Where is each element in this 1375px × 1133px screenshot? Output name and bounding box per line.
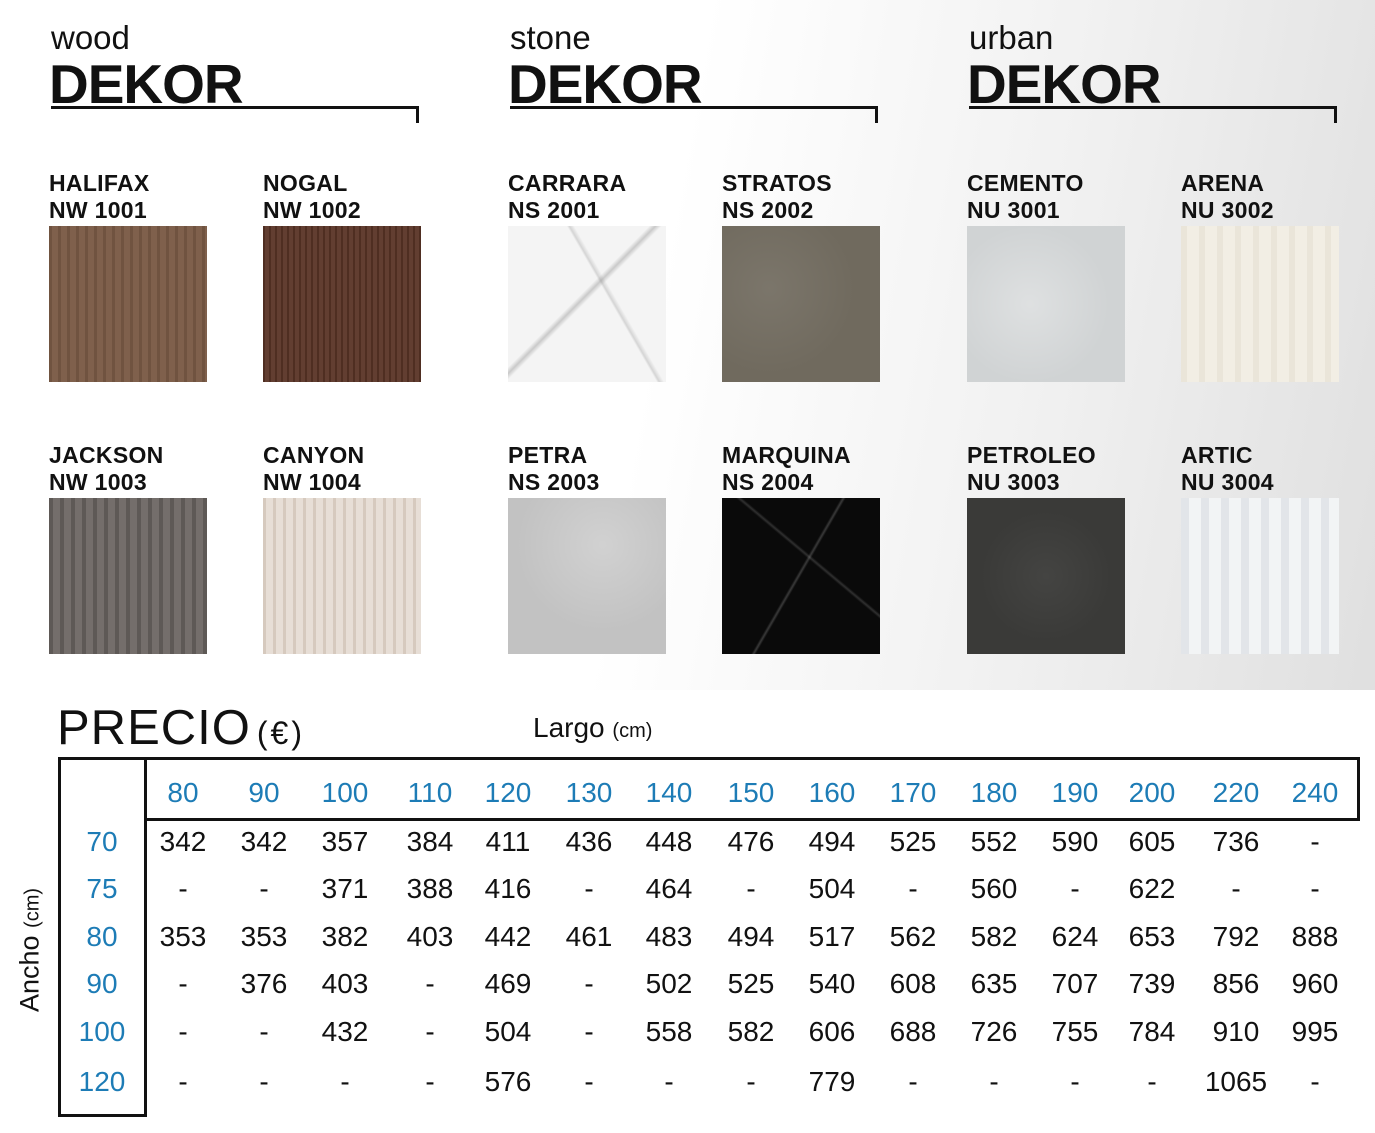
price-currency: (€) [256, 715, 305, 751]
column-header: 90 [248, 777, 280, 808]
price-cell: 464 [645, 873, 693, 904]
decor-name: CANYON [263, 442, 365, 468]
column-header: 240 [1291, 777, 1339, 808]
price-cell: 739 [1128, 968, 1176, 999]
decor-swatch [508, 498, 666, 654]
price-cell: - [1147, 1066, 1157, 1097]
decor-swatch [722, 498, 880, 654]
price-cell: 562 [889, 921, 937, 952]
decor-swatch [967, 226, 1125, 382]
price-cell: - [1070, 1066, 1080, 1097]
decor-sample-marquina [722, 442, 882, 496]
price-cell: - [178, 1066, 188, 1097]
price-cell: 608 [889, 968, 937, 999]
brand-subtitle: stone [510, 19, 591, 56]
price-cell: 726 [970, 1016, 1018, 1047]
price-cell: 688 [889, 1016, 937, 1047]
decor-name: PETRA [508, 442, 588, 468]
price-cell: 582 [970, 921, 1018, 952]
decor-name: ARTIC [1181, 442, 1253, 468]
price-cell: 888 [1291, 921, 1339, 952]
price-cell: - [425, 1066, 435, 1097]
row-header: 70 [86, 826, 118, 857]
price-cell: 494 [727, 921, 775, 952]
brand-rule [969, 106, 1337, 123]
price-cell: - [584, 1066, 594, 1097]
decor-sample-nogal [263, 170, 423, 224]
price-title [57, 700, 305, 756]
decor-code: NU 3001 [967, 197, 1060, 223]
column-header: 180 [970, 777, 1018, 808]
price-cell: 622 [1128, 873, 1176, 904]
price-cell: - [584, 873, 594, 904]
price-cell: 960 [1291, 968, 1339, 999]
price-cell: - [425, 968, 435, 999]
decor-name: PETROLEO [967, 442, 1096, 468]
decor-swatch [49, 226, 207, 382]
price-cell: 995 [1291, 1016, 1339, 1047]
row-header: 80 [86, 921, 118, 952]
price-cell: - [340, 1066, 350, 1097]
price-cell: 755 [1051, 1016, 1099, 1047]
brand-logo: DEKOR [967, 53, 1161, 115]
decor-code: NW 1001 [49, 197, 147, 223]
brand-logo: DEKOR [508, 53, 702, 115]
length-label [533, 712, 652, 744]
price-cell: - [1310, 1066, 1320, 1097]
column-header: 190 [1051, 777, 1099, 808]
price-cell: 504 [808, 873, 856, 904]
column-header: 140 [645, 777, 693, 808]
brand-subtitle: urban [969, 19, 1054, 56]
column-header: 150 [727, 777, 775, 808]
price-cell: - [989, 1066, 999, 1097]
price-cell: 461 [565, 921, 613, 952]
price-cell: - [178, 873, 188, 904]
price-cell: 403 [321, 968, 369, 999]
price-cell: - [746, 873, 756, 904]
brand-subtitle: wood [51, 19, 130, 56]
price-cell: 342 [240, 826, 288, 857]
column-header: 160 [808, 777, 856, 808]
decor-sample-petra [508, 442, 668, 496]
column-header: 170 [889, 777, 937, 808]
price-cell: 736 [1212, 826, 1260, 857]
decor-code: NS 2004 [722, 469, 814, 495]
price-cell: 384 [406, 826, 454, 857]
decor-sample-cemento [967, 170, 1127, 224]
price-cell: 403 [406, 921, 454, 952]
decor-code: NW 1003 [49, 469, 147, 495]
column-header: 130 [565, 777, 613, 808]
price-cell: 606 [808, 1016, 856, 1047]
price-cell: - [1070, 873, 1080, 904]
decor-name: HALIFAX [49, 170, 150, 196]
price-cell: - [908, 1066, 918, 1097]
brand-rule [510, 106, 878, 123]
price-cell: 910 [1212, 1016, 1260, 1047]
price-cell: 342 [159, 826, 207, 857]
price-cell: 371 [321, 873, 369, 904]
decor-code: NU 3004 [1181, 469, 1274, 495]
price-cell: 525 [889, 826, 937, 857]
column-header: 110 [407, 777, 453, 808]
column-header: 100 [321, 777, 369, 808]
price-cell: - [259, 873, 269, 904]
price-cell: 558 [645, 1016, 693, 1047]
price-cell: - [664, 1066, 674, 1097]
column-header: 220 [1212, 777, 1260, 808]
column-header: 200 [1128, 777, 1176, 808]
price-cell: 448 [645, 826, 693, 857]
price-cell: 582 [727, 1016, 775, 1047]
decor-swatch [263, 226, 421, 382]
price-cell: 357 [321, 826, 369, 857]
decor-name: JACKSON [49, 442, 164, 468]
decor-swatch [967, 498, 1125, 654]
decor-sample-artic [1181, 442, 1341, 496]
price-cell: - [178, 968, 188, 999]
brand-rule [51, 106, 419, 123]
price-cell: - [1231, 873, 1241, 904]
decor-code: NW 1004 [263, 469, 361, 495]
price-cell: - [746, 1066, 756, 1097]
decor-sample-petroleo [967, 442, 1127, 496]
decor-name: CARRARA [508, 170, 627, 196]
price-cell: - [425, 1016, 435, 1047]
price-cell: 525 [727, 968, 775, 999]
width-unit: (cm) [21, 887, 44, 928]
row-header: 100 [78, 1016, 126, 1047]
decor-swatch [508, 226, 666, 382]
decor-swatch [263, 498, 421, 654]
decor-swatch [49, 498, 207, 654]
price-cell: 653 [1128, 921, 1176, 952]
column-header: 120 [484, 777, 532, 808]
decor-code: NU 3002 [1181, 197, 1274, 223]
decor-swatch [722, 226, 880, 382]
price-cell: 416 [484, 873, 532, 904]
price-cell: 856 [1212, 968, 1260, 999]
decor-name: CEMENTO [967, 170, 1084, 196]
price-cell: - [178, 1016, 188, 1047]
decor-sample-carrara [508, 170, 668, 224]
decor-sample-stratos [722, 170, 882, 224]
row-header: 75 [86, 873, 118, 904]
decor-code: NU 3003 [967, 469, 1060, 495]
price-cell: 517 [808, 921, 856, 952]
price-cell: 411 [485, 826, 531, 857]
price-cell: 469 [484, 968, 532, 999]
price-cell: 552 [970, 826, 1018, 857]
price-cell: 784 [1128, 1016, 1176, 1047]
price-cell: 494 [808, 826, 856, 857]
price-cell: - [259, 1066, 269, 1097]
price-cell: 779 [808, 1066, 856, 1097]
decor-swatch [1181, 226, 1339, 382]
length-unit: (cm) [612, 720, 653, 742]
price-cell: 388 [406, 873, 454, 904]
price-cell: 792 [1212, 921, 1260, 952]
price-cell: 624 [1051, 921, 1099, 952]
price-cell: 376 [240, 968, 288, 999]
price-cell: - [1310, 826, 1320, 857]
price-cell: 382 [321, 921, 369, 952]
row-header: 120 [78, 1066, 126, 1097]
price-cell: 590 [1051, 826, 1099, 857]
price-cell: 483 [645, 921, 693, 952]
decor-name: STRATOS [722, 170, 832, 196]
price-cell: 504 [484, 1016, 532, 1047]
price-cell: 502 [645, 968, 693, 999]
decor-code: NS 2002 [722, 197, 814, 223]
price-cell: 442 [484, 921, 532, 952]
length-label-text: Largo [533, 712, 605, 743]
decor-sample-jackson [49, 442, 209, 496]
price-cell: 353 [159, 921, 207, 952]
price-cell: 432 [321, 1016, 369, 1047]
price-cell: - [584, 1016, 594, 1047]
price-cell: - [259, 1016, 269, 1047]
price-cell: 353 [240, 921, 288, 952]
price-cell: - [584, 968, 594, 999]
width-label [15, 888, 46, 1012]
price-cell: 576 [484, 1066, 532, 1097]
decor-name: MARQUINA [722, 442, 851, 468]
decor-name: NOGAL [263, 170, 348, 196]
decor-code: NS 2001 [508, 197, 600, 223]
width-label-text: Ancho [14, 935, 45, 1013]
decor-name: ARENA [1181, 170, 1265, 196]
decor-code: NW 1002 [263, 197, 361, 223]
price-cell: - [908, 873, 918, 904]
table-header-divider [145, 818, 1360, 821]
decor-sample-canyon [263, 442, 423, 496]
decor-sample-arena [1181, 170, 1341, 224]
price-cell: 560 [970, 873, 1018, 904]
brand-logo: DEKOR [49, 53, 243, 115]
price-cell: - [1310, 873, 1320, 904]
price-cell: 635 [970, 968, 1018, 999]
price-cell: 540 [808, 968, 856, 999]
decor-swatch [1181, 498, 1339, 654]
price-cell: 436 [565, 826, 613, 857]
price-title-text: PRECIO [57, 701, 251, 755]
price-cell: 1065 [1204, 1066, 1268, 1097]
column-header: 80 [167, 777, 199, 808]
price-cell: 707 [1051, 968, 1099, 999]
decor-code: NS 2003 [508, 469, 600, 495]
decor-sample-halifax [49, 170, 209, 224]
row-header: 90 [86, 968, 118, 999]
price-cell: 605 [1128, 826, 1176, 857]
price-cell: 476 [727, 826, 775, 857]
